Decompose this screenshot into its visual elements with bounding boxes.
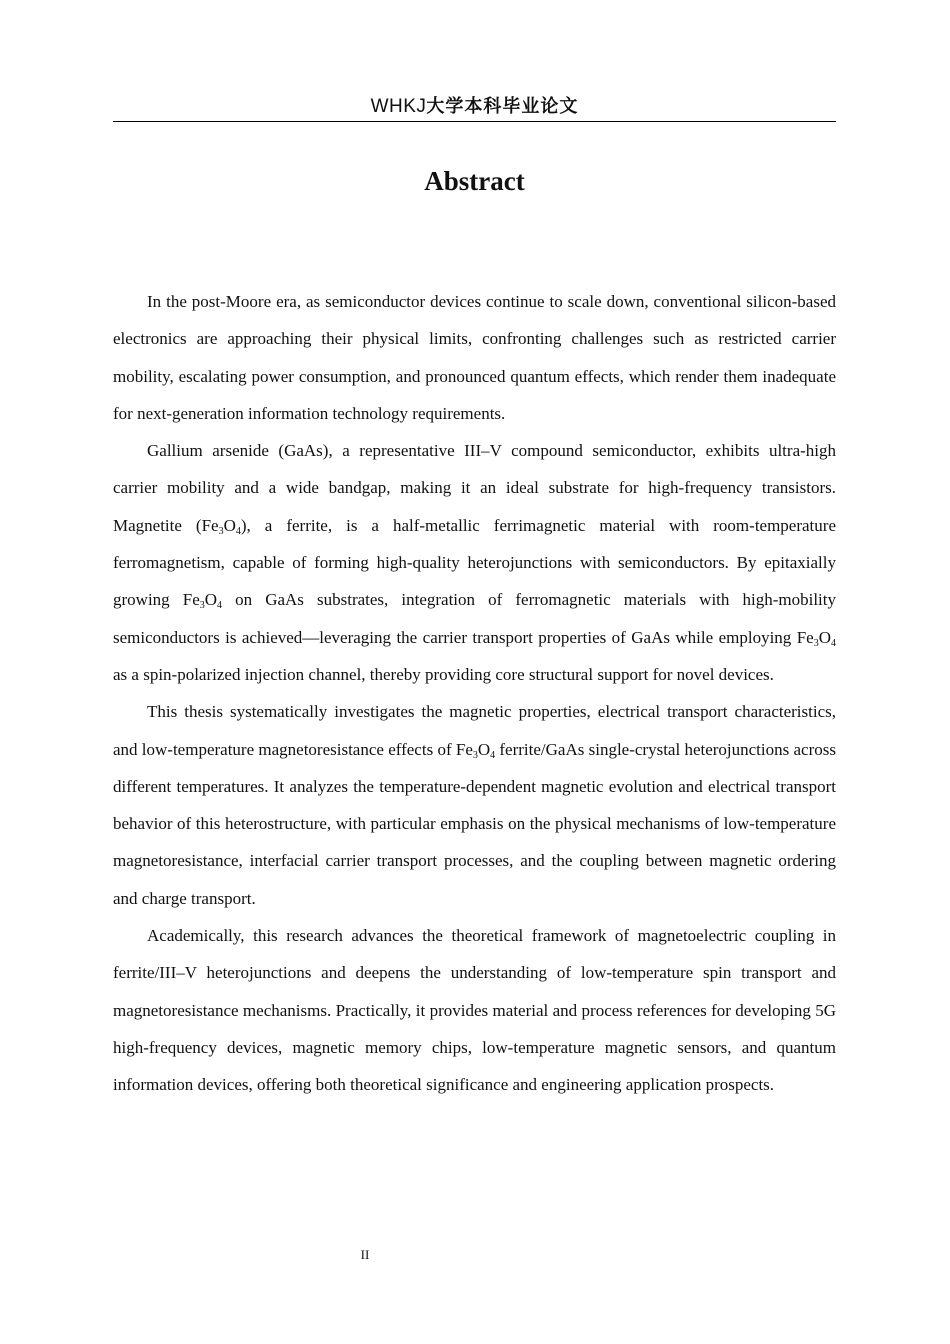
paragraph-text: ferrite/GaAs single-crystal heterojunctions across different temperatures. It analyzes the temperature-dependent magnetic evolution and electrical transport behavior of this heterostructure, with particular emphasis on the physical mechanisms of low-temperature magnetoresistance, interfacial carrier transport processes, and the coupling between magnetic ordering and charge transport. — [113, 739, 836, 908]
chemical-formula: $Fe_3O_4$ — [182, 590, 223, 612]
abstract-body — [113, 283, 836, 1104]
paragraph-text: ), a ferrite, is a half-metallic ferrimagnetic material with room-temperature ferromagnetism, capable of forming high-quality heterojunctions with semiconductors. By epitaxially growing — [113, 515, 836, 610]
page-title: Abstract — [424, 166, 525, 196]
abstract-paragraph-1: In the post-Moore era, as semiconductor devices continue to scale down, conventional silicon-based electronics are approaching their physical limits, confronting challenges such as restricted carrier mobility, escalating power consumption, and pronounced quantum effects, which render them inadequate for next-generation information technology requirements. — [113, 292, 836, 423]
header-institution-code: WHKJ — [370, 96, 427, 117]
abstract-paragraph-3 — [113, 693, 836, 917]
chemical-formula: $Fe_3O_4$ — [796, 627, 836, 649]
abstract-paragraph-2 — [113, 432, 836, 693]
paragraph-text: Gallium arsenide (GaAs), a representative III–V compound semiconductor, exhibits ultra-high carrier mobility and a wide bandgap, making it an ideal substrate for high-frequency transistors. Magnetite ( — [113, 441, 836, 535]
abstract-paragraph-4: Academically, this research advances the theoretical framework of magnetoelectric coupling in ferrite/III–V heterojunctions and deepens the understanding of low-temperature spin transport and magnetoresistance mechanisms. Practically, it provides material and process references for developing 5G high-frequency devices, magnetic memory chips, low-temperature magnetic sensors, and quantum information devices, offering both theoretical significance and engineering application prospects. — [113, 926, 836, 1095]
chemical-formula: $Fe_3O_4$ — [201, 515, 241, 537]
paragraph-text: as a spin-polarized injection channel, thereby providing core structural support for novel devices. — [113, 664, 774, 684]
header-thesis-type: 大学本科毕业论文 — [426, 96, 579, 117]
page-number: II — [360, 1247, 370, 1262]
chemical-formula: $Fe_3O_4$ — [455, 739, 496, 761]
running-header — [113, 94, 836, 122]
paragraph-text: This thesis systematically investigates the magnetic properties, electrical transport characteristics, and low-temperature magnetoresistance effects of — [113, 702, 836, 759]
paragraph-text: on GaAs substrates, integration of ferromagnetic materials with high-mobility semiconductors is achieved—leveraging the carrier transport properties of GaAs while employing — [113, 590, 836, 647]
